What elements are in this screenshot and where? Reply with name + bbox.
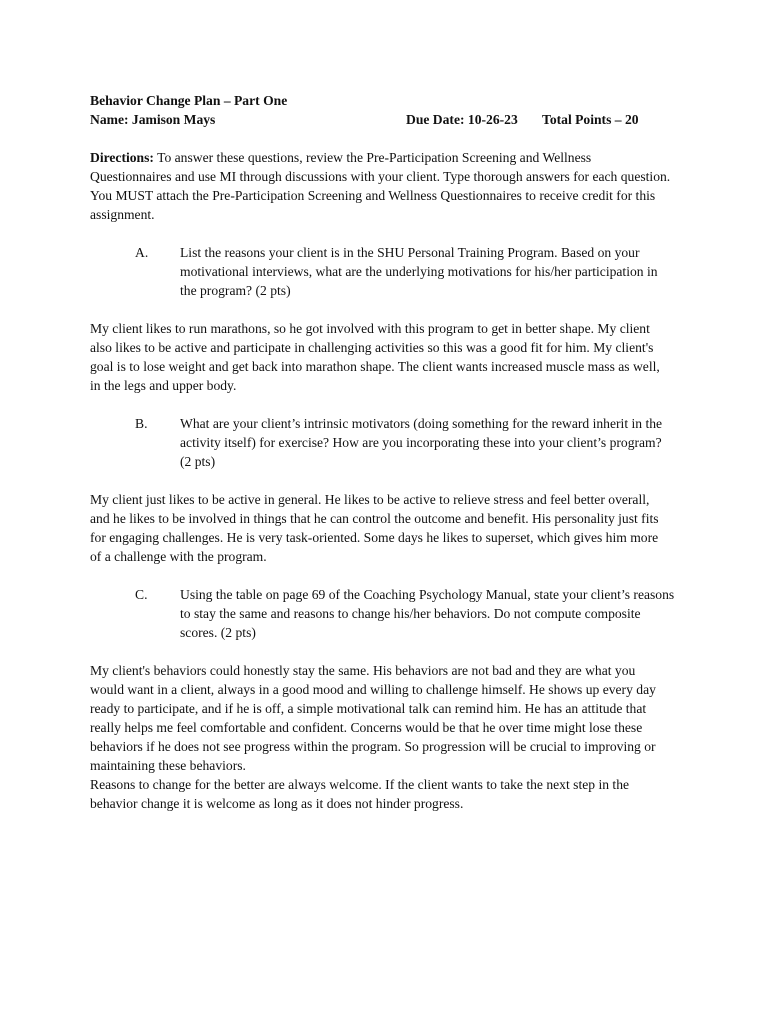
question-c-text: Using the table on page 69 of the Coaching Psychology Manual, state your client’s reasons to stay the same and reasons to change his/her behaviors. Do not compute composite scores. (2 pts) [180,587,675,640]
question-c-letter: C. [135,587,148,602]
question-a [135,243,675,300]
document-page [90,91,675,813]
question-b [135,414,675,471]
directions-text: To answer these questions, review the Pre-Participation Screening and Wellness Questionnaires and use MI through discussions with your client. Type thorough answers for each question. You MUST attach the Pre-Participation Screening and Wellness Questionnaires to receive credit for this assignment. [90,150,671,222]
question-b-text: What are your client’s intrinsic motivators (doing something for the reward inherit in the activity itself) for exercise? How are you incorporating these into your client’s program? (2 pts) [180,416,663,469]
question-a-text: List the reasons your client is in the SHU Personal Training Program. Based on your motivational interviews, what are the underlying motivations for his/her participation in the program? (2 pts) [180,245,658,298]
answer-b: My client just likes to be active in general. He likes to be active to relieve stress and feel better overall, and he likes to be involved in things that he can control the outcome and benefit. His personality just fits for engaging challenges. He is very task-oriented. Some days he likes to superset, which gives him more of a challenge with the program. [90,492,659,564]
student-name: Name: Jamison Mays [90,112,216,127]
question-c [135,585,675,642]
answer-c: My client's behaviors could honestly stay the same. His behaviors are not bad and they are what you would want in a client, always in a good mood and willing to challenge himself. He shows up every day ready to participate, and if he is off, a simple motivational talk can remind him. He has an attitude that really helps me feel comfortable and confident. Concerns would be that he over time might lose these behaviors if he does not see progress within the program. So progression will be crucial to improving or maintaining these behaviors. [90,663,656,773]
question-b-letter: B. [135,416,148,431]
answer-c-continued: Reasons to change for the better are always welcome. If the client wants to take the next step in the behavior change it is welcome as long as it does not hinder progress. [90,777,630,811]
directions-label: Directions: [90,150,154,165]
directions-paragraph [90,148,675,224]
question-a-letter: A. [135,245,149,260]
header-info-line [90,110,675,129]
document-title: Behavior Change Plan – Part One [90,93,288,108]
answer-a: My client likes to run marathons, so he got involved with this program to get in better shape. My client also likes to be active and participate in challenging activities so this was a good fit for him. My client's goal is to lose weight and get back into marathon shape. The client wants increased muscle mass as well, in the legs and upper body. [90,321,660,393]
due-date: Due Date: 10-26-23 [406,112,518,127]
total-points: Total Points – 20 [542,112,639,127]
